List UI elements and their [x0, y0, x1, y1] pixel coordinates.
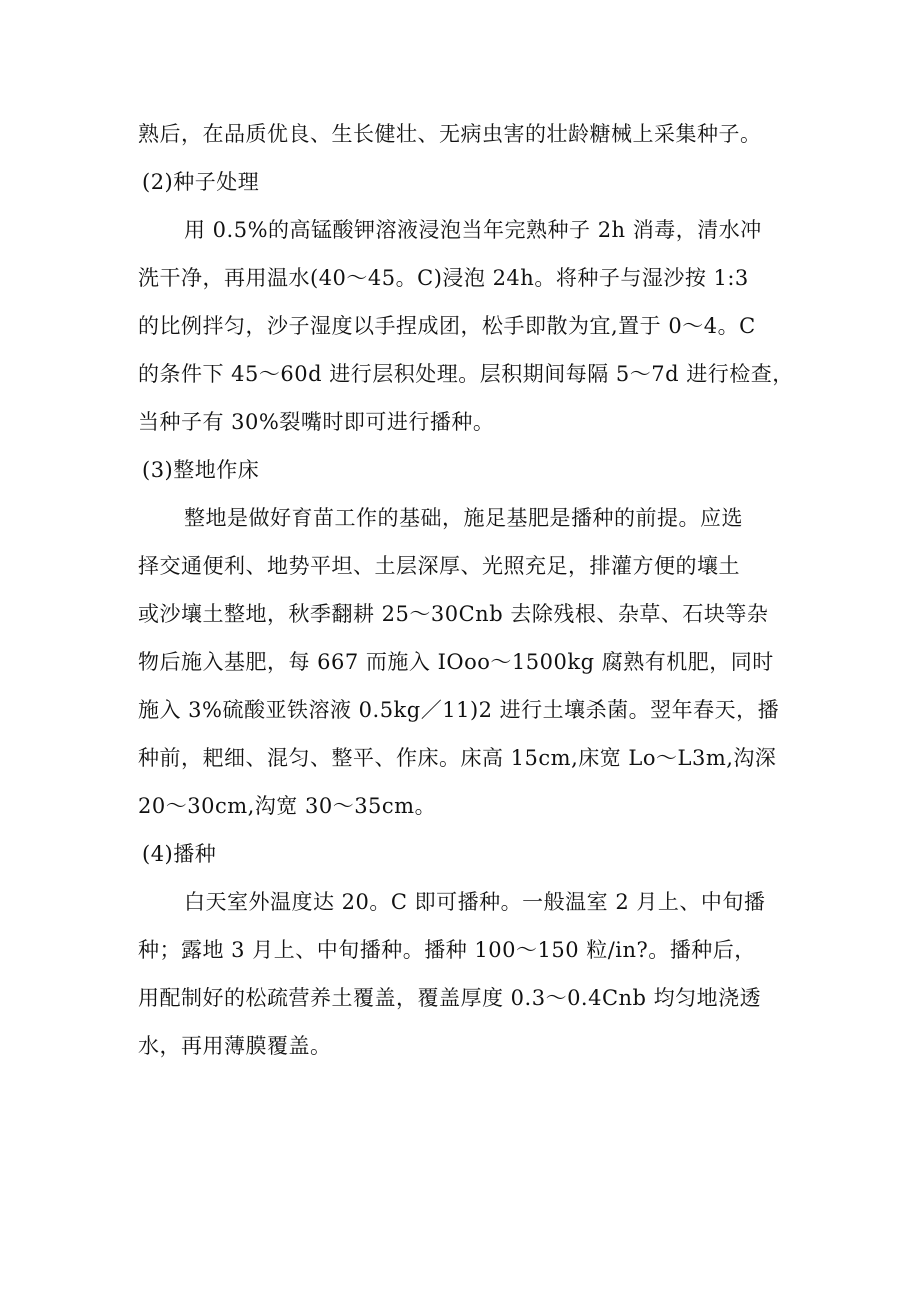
section-heading-seed-treatment: (2)种子处理 — [142, 170, 260, 194]
document-body — [138, 110, 794, 1070]
paragraph-line: 种；露地 3 月上、中旬播种。播种 100～150 粒/in?。播种后， — [138, 938, 756, 962]
paragraph-line: 整地是做好育苗工作的基础，施足基肥是播种的前提。应选 — [184, 506, 743, 530]
section-heading-sowing: (4)播种 — [142, 842, 217, 866]
paragraph-line: 或沙壤土整地，秋季翻耕 25～30Cnb 去除残根、杂草、石块等杂 — [138, 602, 769, 626]
paragraph-line: 白天室外温度达 20。C 即可播种。一般温室 2 月上、中旬播 — [184, 890, 766, 914]
paragraph-line: 种前，耙细、混匀、整平、作床。床高 15cm,床宽 Lo～L3m,沟深 — [138, 746, 777, 770]
paragraph-line: 用 0.5%的高锰酸钾溶液浸泡当年完熟种子 2h 消毒，清水冲 — [184, 218, 762, 242]
paragraph-line: 物后施入基肥，每 667 而施入 IOoo～1500kg 腐熟有机肥，同时 — [138, 650, 774, 674]
section-heading-land-preparation: (3)整地作床 — [142, 458, 260, 482]
paragraph-line: 20～30cm,沟宽 30～35cm。 — [138, 794, 437, 818]
paragraph-line: 水，再用薄膜覆盖。 — [138, 1034, 332, 1058]
paragraph-line: 熟后，在品质优良、生长健壮、无病虫害的壮龄糖械上采集种子。 — [138, 122, 762, 146]
paragraph-line: 择交通便利、地势平坦、土层深厚、光照充足，排灌方便的壤土 — [138, 554, 740, 578]
paragraph-line: 洗干净，再用温水(40～45。C)浸泡 24h。将种子与湿沙按 1:3 — [138, 266, 749, 290]
paragraph-line: 的条件下 45～60d 进行层积处理。层积期间每隔 5～7d 进行检查， — [138, 362, 794, 386]
paragraph-line: 的比例拌匀，沙子湿度以手捏成团，松手即散为宜,置于 0～4。C — [138, 314, 756, 338]
paragraph-line: 当种子有 30%裂嘴时即可进行播种。 — [138, 410, 495, 434]
paragraph-line: 施入 3%硫酸亚铁溶液 0.5kg／11)2 进行土壤杀菌。翌年春天，播 — [138, 698, 780, 722]
paragraph-line: 用配制好的松疏营养土覆盖，覆盖厚度 0.3～0.4Cnb 均匀地浇透 — [138, 986, 762, 1010]
